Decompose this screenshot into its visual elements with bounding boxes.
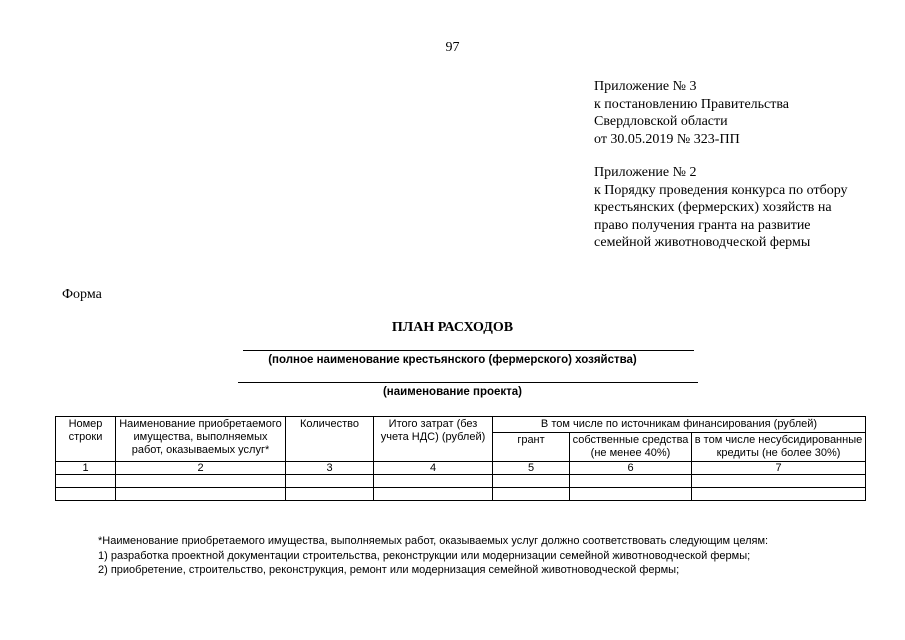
header-quantity: Количество (286, 417, 374, 462)
header-total-cost: Итого затрат (без учета НДС) (рублей) (374, 417, 493, 462)
table-cell (374, 488, 493, 501)
page-number: 97 (445, 40, 460, 55)
column-number: 1 (56, 462, 116, 475)
project-name-caption: (наименование проекта) (382, 386, 523, 398)
appendix-main-line: Свердловской области (594, 114, 728, 129)
farm-name-line (243, 350, 694, 351)
expense-plan-table (55, 416, 866, 501)
column-number: 3 (286, 462, 374, 475)
column-number: 4 (374, 462, 493, 475)
appendix-main-line: от 30.05.2019 № 323-ПП (594, 131, 740, 147)
table-row (56, 488, 866, 501)
column-number: 5 (493, 462, 570, 475)
table-cell (56, 488, 116, 501)
appendix-sub-line: семейной животноводческой фермы (594, 235, 811, 250)
footnote-block (98, 534, 878, 578)
table-row (56, 475, 866, 488)
document-title: ПЛАН РАСХОДОВ (391, 320, 514, 335)
table-cell (286, 475, 374, 488)
form-label: Форма (62, 287, 102, 302)
table-cell (116, 475, 286, 488)
appendix-main-line: Приложение № 3 (594, 79, 697, 94)
column-number: 7 (692, 462, 866, 475)
appendix-sub-line: право получения гранта на развитие (594, 217, 811, 233)
footnote-line: 2) приобретение, строительство, реконструкция, ремонт или модернизация семейной животноводческой фермы; (98, 564, 680, 576)
table-cell (374, 475, 493, 488)
column-number-row (56, 462, 866, 475)
header-own-funds: собственные средства (не менее 40%) (570, 433, 692, 462)
appendix-sub-line: к Порядку проведения конкурса по отбору (594, 182, 848, 198)
table-cell (570, 475, 692, 488)
table-cell (56, 475, 116, 488)
table-cell (286, 488, 374, 501)
table-cell (116, 488, 286, 501)
header-grant: грант (493, 433, 570, 462)
appendix-main-line: к постановлению Правительства (594, 96, 790, 112)
project-name-line (238, 382, 698, 383)
footnote-line: *Наименование приобретаемого имущества, выполняемых работ, оказываемых услуг должно соответствовать следующим целям: (98, 535, 769, 547)
footnote-line: 1) разработка проектной документации строительства, реконструкции или модернизации семейной животноводческой фермы; (98, 549, 751, 562)
appendix-sub-line: Приложение № 2 (594, 165, 697, 180)
appendix-main-block (594, 78, 789, 148)
table-header-row (56, 417, 866, 433)
column-number: 2 (116, 462, 286, 475)
header-row-number: Номер строки (56, 417, 116, 462)
table-cell (493, 475, 570, 488)
table-cell (692, 475, 866, 488)
farm-name-caption: (полное наименование крестьянского (фермерского) хозяйства) (268, 354, 637, 366)
header-item-name: Наименование приобретаемого имущества, выполняемых работ, оказываемых услуг* (116, 417, 286, 462)
header-loans: в том числе несубсидированные кредиты (не более 30%) (692, 433, 866, 462)
table-cell (570, 488, 692, 501)
table-cell (493, 488, 570, 501)
header-funding-sources: В том числе по источникам финансирования (рублей) (493, 417, 866, 433)
column-number: 6 (570, 462, 692, 475)
table-cell (692, 488, 866, 501)
appendix-sub-line: крестьянских (фермерских) хозяйств на (594, 200, 832, 215)
appendix-sub-block (594, 164, 848, 252)
